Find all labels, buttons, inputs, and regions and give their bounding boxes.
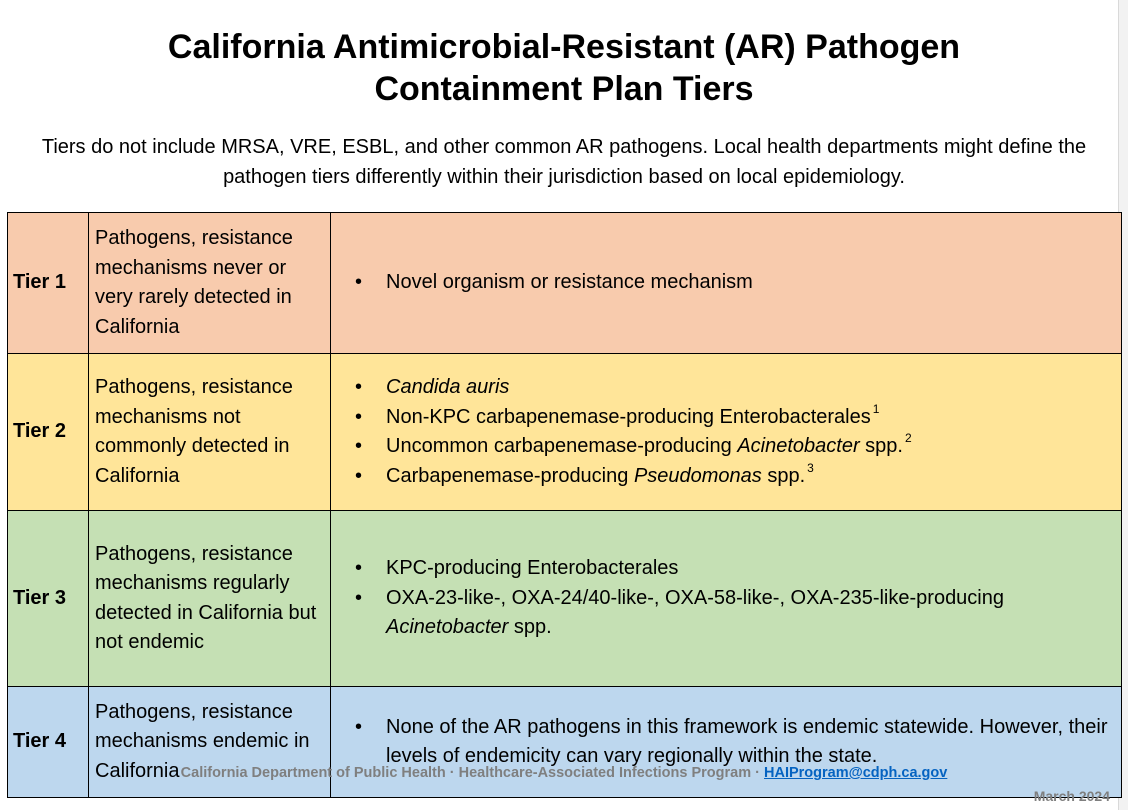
footnote-ref: 1 — [872, 401, 880, 416]
list-item: • Non-KPC carbapenemase-producing Enterobacterales $^1$ — [351, 403, 1113, 433]
list-item: • Carbapenemase-producing Pseudomonas spp. $^3$ — [351, 462, 1113, 492]
tier-name: Tier 3 — [8, 511, 89, 687]
tier-description: Pathogens, resistance mechanisms not commonly detected in California — [89, 354, 331, 511]
tier-description: Pathogens, resistance mechanisms regularly detected in California but not endemic — [89, 511, 331, 687]
title-line-1: California Antimicrobial-Resistant (AR) Pathogen — [167, 28, 961, 66]
tier-row-3 — [8, 511, 1122, 687]
tier-row-1 — [8, 213, 1122, 354]
footer-org: California Department of Public Health · Healthcare-Associated Infections Program · — [180, 765, 764, 781]
tier-items — [331, 511, 1122, 687]
list-item: • Uncommon carbapenemase-producing Acinetobacter spp. $^2$ — [351, 432, 1113, 462]
tier-row-2 — [8, 354, 1122, 511]
footer — [0, 765, 1128, 781]
tiers-table — [7, 212, 1122, 798]
tier-description: Pathogens, resistance mechanisms never or very rarely detected in California — [89, 213, 331, 354]
publication-date: March 2024 — [1033, 788, 1110, 804]
tier-items — [331, 213, 1122, 354]
list-item: • Novel organism or resistance mechanism — [351, 268, 1113, 298]
tier-name: Tier 2 — [8, 354, 89, 511]
title-line-2: Containment Plan Tiers — [374, 70, 754, 108]
list-item: • Candida auris — [351, 373, 1113, 403]
page-title — [0, 26, 1128, 110]
subtitle: Tiers do not include MRSA, VRE, ESBL, and other common AR pathogens. Local health departments might define the pathogen tiers differently within their jurisdiction based on local epidemiology. — [41, 136, 1087, 188]
tier-description: Pathogens, resistance mechanisms endemic in California — [89, 687, 331, 798]
list-item: • KPC-producing Enterobacterales — [351, 554, 1113, 584]
footnote-ref: 2 — [904, 431, 912, 445]
list-item: • None of the AR pathogens in this framework is endemic statewide. However, their levels of endemicity can vary regionally within the state. — [351, 713, 1113, 772]
footnote-ref: 3 — [807, 460, 814, 475]
list-item: • OXA-23-like-, OXA-24/40-like-, OXA-58-like-, OXA-235-like-producing Acinetobacter spp. — [351, 584, 1113, 643]
tier-name: Tier 1 — [8, 213, 89, 354]
tier-items — [331, 354, 1122, 511]
email-link[interactable]: HAIProgram@cdph.ca.gov — [764, 765, 948, 781]
tier-name: Tier 4 — [8, 687, 89, 798]
